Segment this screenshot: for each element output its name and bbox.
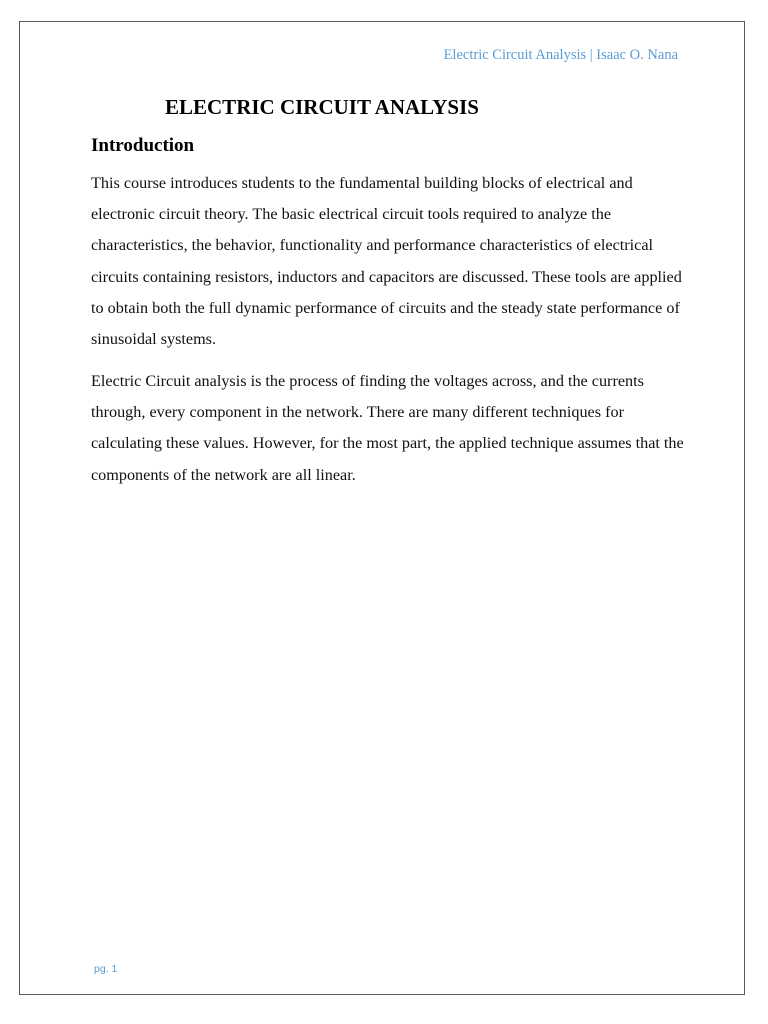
paragraph-1: This course introduces students to the fundamental building blocks of electrical and electronic circuit theory. The basic electrical circuit tools required to analyze the characteristics, the behavior, functionality and performance characteristics of electrical circuits containing resistors, inductors and capacitors are discussed. These tools are applied to obtain both the full dynamic performance of circuits and the steady state performance of sinusoidal systems. [91, 174, 682, 349]
page-number: pg. 1 [94, 963, 118, 975]
document-page [19, 21, 745, 995]
paragraph-2: Electric Circuit analysis is the process of finding the voltages across, and the currents through, every component in the network. There are many different techniques for calculating these values. However, for the most part, the applied technique assumes that the components of the network are all linear. [91, 372, 684, 484]
running-header: Electric Circuit Analysis | Isaac O. Nana [443, 47, 678, 63]
document-title: ELECTRIC CIRCUIT ANALYSIS [165, 95, 479, 119]
section-heading-introduction: Introduction [91, 135, 195, 156]
